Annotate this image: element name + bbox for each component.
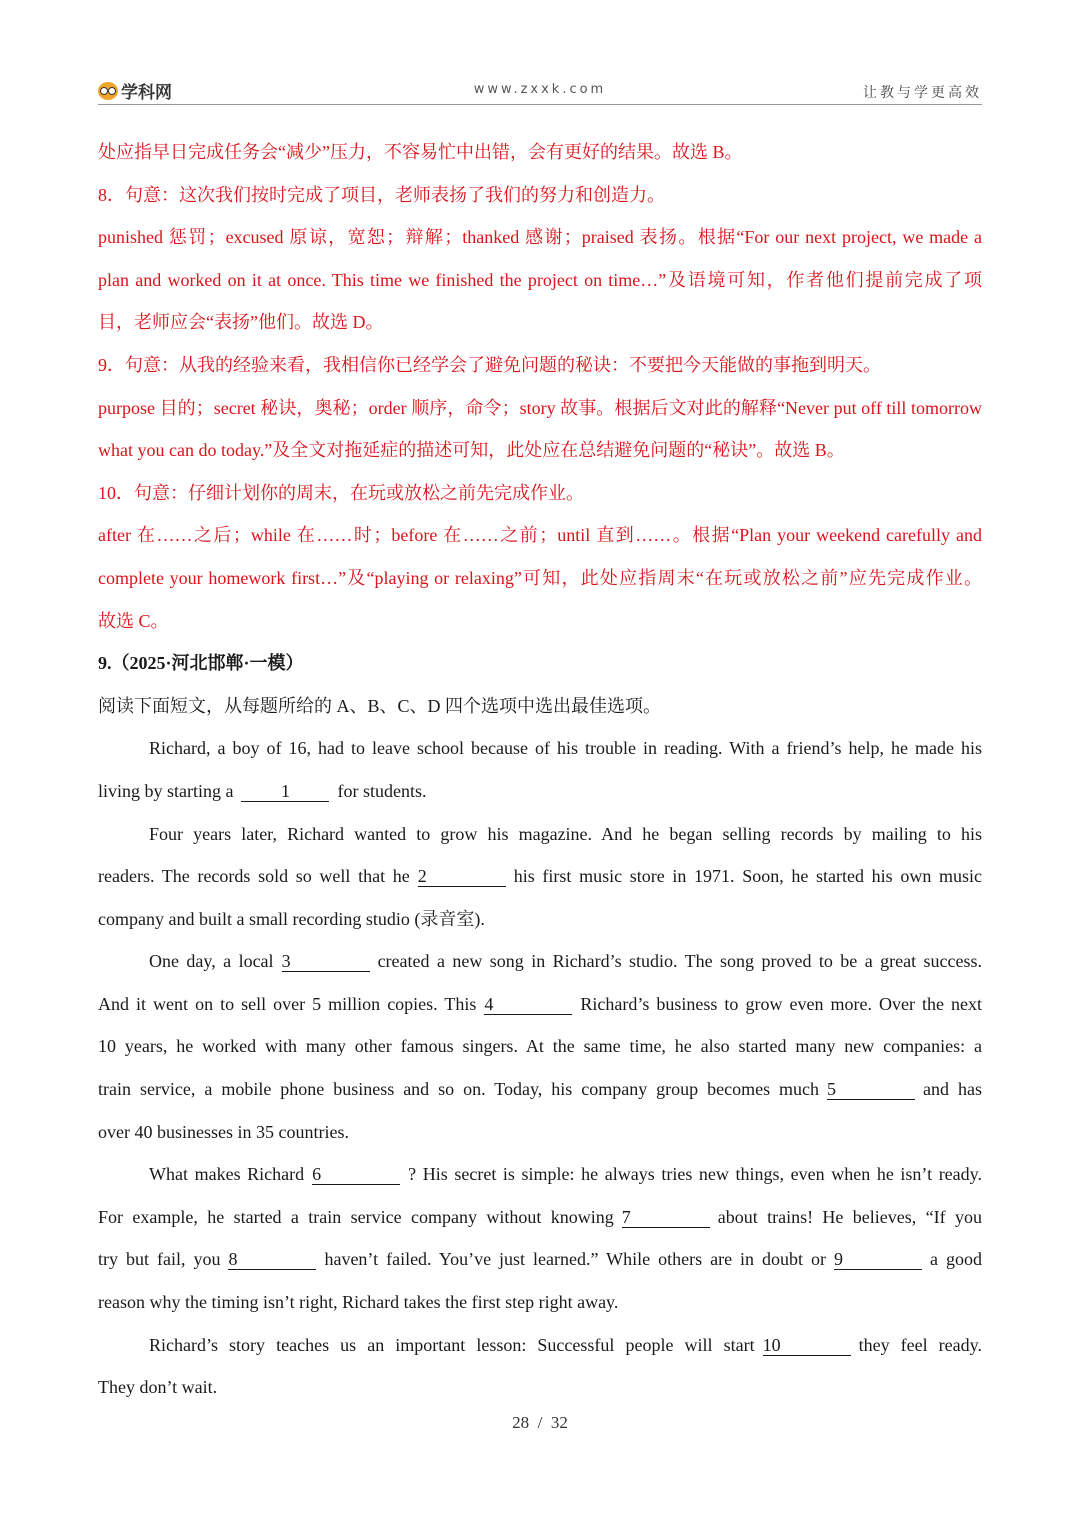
site-url: www.zxxk.com <box>473 82 607 97</box>
blank[interactable]: 4 <box>484 994 572 1015</box>
passage-line: And it went on to sell over 5 million copies. This 4 Richard’s business to grow even more. Over the next <box>98 993 982 1014</box>
answer-line: what you can do today.”及全文对拖延症的描述可知，此处应在总结避免问题的“秘诀”。故选 B。 <box>98 440 845 461</box>
passage-line: What makes Richard 6 ? His secret is simple: he always tries new things, even when he isn’t ready. <box>149 1164 982 1185</box>
answer-line: 处应指早日完成任务会“减少”压力，不容易忙中出错，会有更好的结果。故选 B。 <box>98 142 743 162</box>
answer-line: plan and worked on it at once. This time we finished the project on time…”及语境可知，作者他们提前完成了项 <box>98 269 982 290</box>
passage-line: One day, a local 3 created a new song in Richard’s studio. The song proved to be a great success. <box>149 951 983 972</box>
answer-line: 9．句意：从我的经验来看，我相信你已经学会了避免问题的秘诀：不要把今天能做的事拖到明天。 <box>98 354 881 375</box>
blank[interactable]: 8 <box>228 1249 316 1270</box>
passage-line: Four years later, Richard wanted to grow his magazine. And he began selling records by mailing to his <box>149 823 982 844</box>
answer-line: after 在……之后；while 在……时；before 在……之前；until 直到……。根据“Plan your weekend carefully and <box>98 525 982 546</box>
passage-line: Richard, a boy of 16, had to leave school because of his trouble in reading. With a friend’s help, he made his <box>149 738 982 759</box>
blank[interactable]: 9 <box>834 1249 922 1270</box>
answer-line: complete your homework first…”及“playing or relaxing”可知，此处应指周末“在玩或放松之前”应先完成作业。 <box>98 567 982 588</box>
passage-line: readers. The records sold so well that he 2 his first music store in 1971. Soon, he started his own music <box>98 866 983 887</box>
passage-line: company and built a small recording studio (录音室). <box>98 908 485 929</box>
blank[interactable]: 2 <box>418 866 506 887</box>
answer-line: 10．句意：仔细计划你的周末，在玩或放松之前先完成作业。 <box>98 482 584 503</box>
logo-text: 学科网 <box>121 83 172 103</box>
slogan: 让教与学更高效 <box>863 85 982 101</box>
blank[interactable]: 10 <box>763 1335 851 1356</box>
blank[interactable]: 1 <box>241 781 329 802</box>
passage-line: They don’t wait. <box>98 1377 218 1398</box>
page-content <box>98 131 982 1409</box>
answer-line: 目，老师应会“表扬”他们。故选 D。 <box>98 312 384 333</box>
passage-line: living by starting a 1 for students. <box>98 780 427 801</box>
answer-line: 故选 C。 <box>98 610 169 631</box>
blank[interactable]: 5 <box>827 1079 915 1100</box>
page-number: 28 / 32 <box>512 1413 568 1432</box>
blank[interactable]: 7 <box>622 1207 710 1228</box>
blank[interactable]: 6 <box>312 1164 400 1185</box>
question-heading: 9.（2025·河北邯郸·一模） <box>98 653 304 674</box>
blank[interactable]: 3 <box>282 951 370 972</box>
passage-line: Richard’s story teaches us an important lesson: Successful people will start 10 they feel ready. <box>149 1334 982 1355</box>
passage-line: reason why the timing isn’t right, Richard takes the first step right away. <box>98 1292 619 1313</box>
passage-line: try but fail, you 8 haven’t failed. You’ve just learned.” While others are in doubt or 9 a good <box>98 1249 983 1270</box>
passage-line: For example, he started a train service company without knowing 7 about trains! He believes, “If you <box>98 1206 982 1227</box>
question-instruction: 阅读下面短文，从每题所给的 A、B、C、D 四个选项中选出最佳选项。 <box>98 695 662 716</box>
answer-line: purpose 目的；secret 秘诀，奥秘；order 顺序，命令；story 故事。根据后文对此的解释“Never put off till tomorrow <box>98 397 982 418</box>
answer-line: punished 惩罚；excused 原谅，宽恕；辩解；thanked 感谢；praised 表扬。根据“For our next project, we made a <box>98 227 982 248</box>
passage-line: train service, a mobile phone business and so on. Today, his company group becomes much 5 and has <box>98 1079 982 1100</box>
answer-line: 8．句意：这次我们按时完成了项目，老师表扬了我们的努力和创造力。 <box>98 184 665 205</box>
passage-line: 10 years, he worked with many other famous singers. At the same time, he also started many new companies: a <box>98 1036 982 1057</box>
passage-line: over 40 businesses in 35 countries. <box>98 1121 349 1142</box>
page-header <box>98 74 982 105</box>
